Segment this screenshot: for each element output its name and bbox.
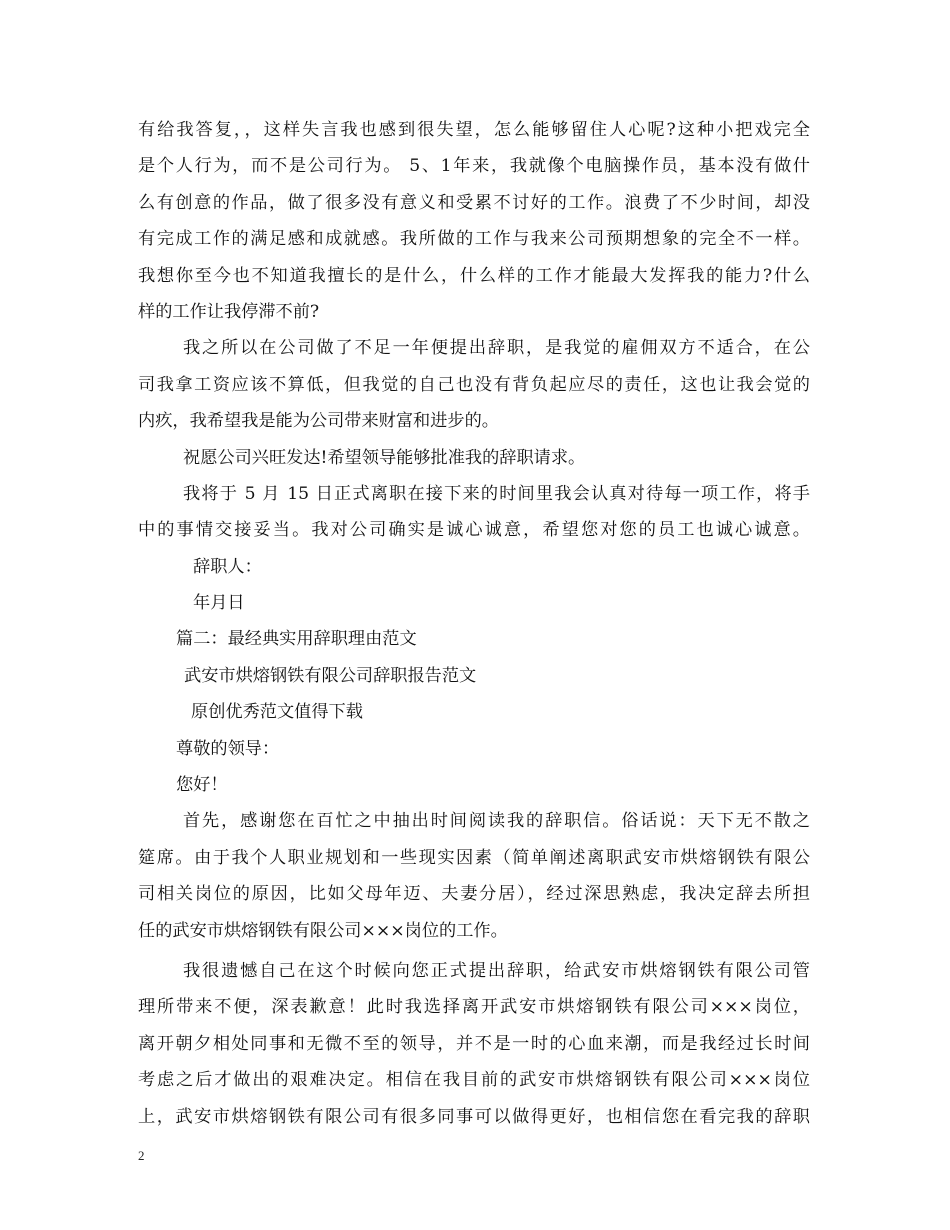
text-line: 任的武安市烘熔钢铁有限公司×××岗位的工作。 [138,920,508,941]
paragraph-start-line: 我很遗憾自己在这个时候向您正式提出辞职，给武安市烘熔钢铁有限公司管 [183,960,810,981]
text-line: 内疚，我希望我是能为公司带来财富和进步的。 [138,411,499,432]
text-line: 筵席。由于我个人职业规划和一些现实因素（简单阐述离职武安市烘熔钢铁有限公 [138,847,810,868]
section-heading: 篇二：最经典实用辞职理由范文 [176,629,417,650]
paragraph-start-line: 首先，感谢您在百忙之中抽出时间阅读我的辞职信。俗话说：天下无不散之 [183,811,810,832]
text-line: 样的工作让我停滞不前? [138,301,320,322]
paragraph-start-line: 祝愿公司兴旺发达!希望领导能够批准我的辞职请求。 [183,447,586,468]
paragraph-start-line: 我将于 5 月 15 日正式离职在接下来的时间里我会认真对待每一项工作，将手 [183,483,810,504]
text-line: 离开朝夕相处同事和无微不至的领导，并不是一时的心血来潮，而是我经过长时间 [138,1033,810,1054]
text-line: 么有创意的作品，做了很多没有意义和受累不讨好的工作。浪费了不少时间，却没 [138,192,810,213]
text-line: 考虑之后才做出的艰难决定。相信在我目前的武安市烘熔钢铁有限公司×××岗位 [138,1070,810,1091]
text-line: 司相关岗位的原因，比如父母年迈、夫妻分居），经过深思熟虑，我决定辞去所担 [138,884,810,905]
greeting: 您好！ [176,775,228,796]
text-line: 有完成工作的满足感和成就感。我所做的工作与我来公司预期想象的完全不一样。 [138,229,810,250]
text-line: 是个人行为，而不是公司行为。 5、1年来，我就像个电脑操作员，基本没有做什 [138,156,810,177]
text-line: 司我拿工资应该不算低，但我觉的自己也没有背负起应尽的责任，这也让我会觉的 [138,374,810,395]
signature-label: 辞职人： [193,556,262,577]
text-line: 理所带来不便，深表歉意！此时我选择离开武安市烘熔钢铁有限公司×××岗位， [138,997,810,1018]
document-title: 武安市烘熔钢铁有限公司辞职报告范文 [184,665,477,686]
text-line: 上，武安市烘熔钢铁有限公司有很多同事可以做得更好，也相信您在看完我的辞职 [138,1106,810,1127]
paragraph-start-line: 我之所以在公司做了不足一年便提出辞职，是我觉的雇佣双方不适合，在公 [183,338,810,359]
document-body [138,112,810,1135]
page-number: 2 [138,1148,145,1163]
salutation: 尊敬的领导： [176,738,280,759]
text-line: 有给我答复，，这样失言我也感到很失望，怎么能够留住人心呢?这种小把戏完全 [138,120,810,140]
text-line: 我想你至今也不知道我擅长的是什么，什么样的工作才能最大发挥我的能力?什么 [138,265,810,286]
text-line: 中的事情交接妥当。我对公司确实是诚心诚意，希望您对您的员工也诚心诚意。 [138,520,810,541]
date-label: 年月日 [193,593,245,614]
document-subtitle: 原创优秀范文值得下载 [191,702,363,723]
